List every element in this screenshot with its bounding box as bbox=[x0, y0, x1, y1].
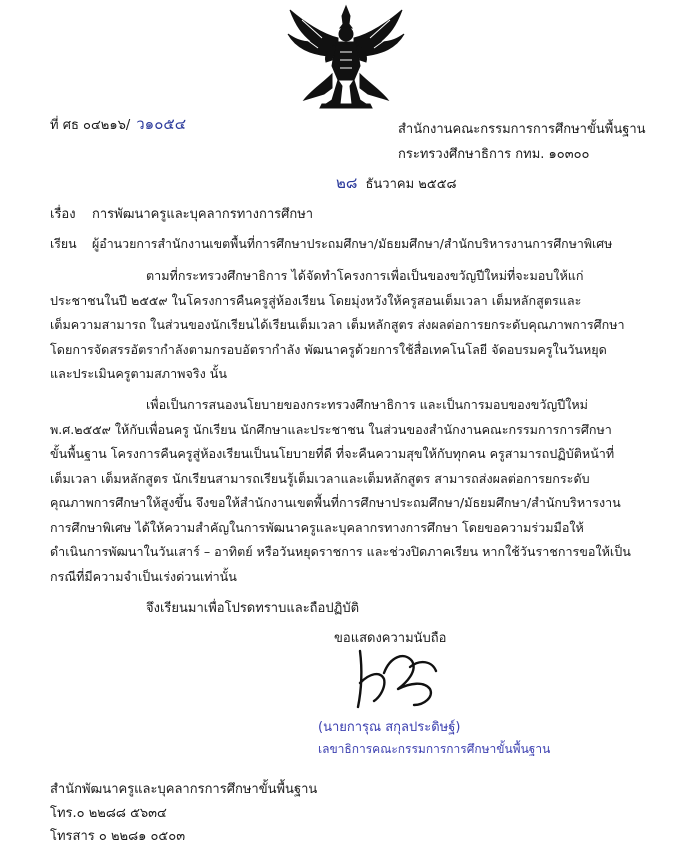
signatory-title: เลขาธิการคณะกรรมการการศึกษาขั้นพื้นฐาน bbox=[318, 742, 551, 756]
footer-office: สำนักพัฒนาครูและบุคลากรการศึกษาขั้นพื้นฐาน bbox=[50, 782, 318, 797]
closing-sentence: จึงเรียนมาเพื่อโปรดทราบและถือปฏิบัติ bbox=[146, 601, 360, 616]
garuda-emblem-icon bbox=[282, 4, 410, 110]
regards: ขอแสดงความนับถือ bbox=[334, 631, 447, 646]
sender-office: สำนักงานคณะกรรมการการศึกษาขั้นพื้นฐาน bbox=[398, 122, 646, 137]
paragraph-line: คุณภาพการศึกษาให้สูงขึ้น จึงขอให้สำนักงานเขตพื้นที่การศึกษาประถมศึกษา/มัธยมศึกษา/สำนักบริหารงาน bbox=[50, 495, 621, 510]
paragraph-line: การศึกษาพิเศษ ได้ให้ความสำคัญในการพัฒนาครูและบุคลากรทางการศึกษา โดยขอความร่วมมือให้ bbox=[50, 519, 584, 535]
paragraph-line: และประเมินครูตามสภาพจริง นั้น bbox=[50, 366, 227, 381]
addressee-line bbox=[50, 235, 612, 254]
addressee-label: เรียน bbox=[50, 236, 77, 251]
paragraph-line: ขั้นพื้นฐาน โครงการคืนครูสู่ห้องเรียนเป็นนโยบายที่ดี ที่จะคืนความสุขให้กับทุกคน ครูสามารถปฏิบัติหน้าที่ bbox=[50, 446, 615, 461]
paragraph-line: กรณีที่มีความจำเป็นเร่งด่วนเท่านั้น bbox=[50, 568, 237, 584]
paragraph-line: เพื่อเป็นการสนองนโยบายของกระทรวงศึกษาธิการ และเป็นการมอบของขวัญปีใหม่ bbox=[146, 397, 588, 412]
subject-text: การพัฒนาครูและบุคลากรทางการศึกษา bbox=[92, 207, 314, 222]
date-month-year: ธันวาคม ๒๕๕๘ bbox=[365, 177, 457, 192]
paragraph-line: ตามที่กระทรวงศึกษาธิการ ได้จัดทำโครงการเพื่อเป็นของขวัญปีใหม่ที่จะมอบให้แก่ bbox=[146, 268, 584, 283]
signatory-name: (นายการุณ สกุลประดิษฐ์) bbox=[318, 720, 461, 735]
paragraph-line: เต็มความสามารถ ในส่วนของนักเรียนได้เรียนเต็มเวลา เต็มหลักสูตร ส่งผลต่อการยกระดับคุณภาพการศึกษา bbox=[50, 317, 625, 332]
addressee-text: ผู้อำนวยการสำนักงานเขตพื้นที่การศึกษาประถมศึกษา/มัธยมศึกษา/สำนักบริหารงานการศึกษาพิเศษ bbox=[92, 236, 613, 251]
body-paragraph-2 bbox=[50, 393, 670, 589]
paragraph-line: เต็มเวลา เต็มหลักสูตร นักเรียนสามารถเรียนรู้เต็มเวลาและเต็มหลักสูตร สามารถส่งผลต่อการยกระดับ bbox=[50, 470, 590, 486]
footer-fax: โทรสาร ๐ ๒๒๘๑ ๐๕๐๓ bbox=[50, 829, 186, 844]
footer-telephone: โทร.๐ ๒๒๘๘ ๕๖๓๔ bbox=[50, 806, 167, 821]
reference-circular-number: ว๑๐๕๔ bbox=[136, 115, 187, 133]
document-date bbox=[336, 171, 457, 195]
paragraph-line: ประชาชนในปี ๒๕๕๙ ในโครงการคืนครูสู่ห้องเรียน โดยมุ่งหวังให้ครูสอนเต็มเวลา เต็มหลักสูตรและ bbox=[50, 292, 582, 308]
paragraph-line: ดำเนินการพัฒนาในวันเสาร์ – อาทิตย์ หรือวันหยุดราชการ และช่วงปิดภาคเรียน หากใช้วันราชการขอให้เป็น bbox=[50, 544, 631, 559]
paragraph-line: พ.ศ.๒๕๕๙ ให้กับเพื่อนครู นักเรียน นักศึกษาและประชาชน ในส่วนของสำนักงานคณะกรรมการการศึกษา bbox=[50, 421, 612, 437]
reference-label: ที่ ศธ ๐๔๒๑๖/ bbox=[50, 118, 131, 133]
reference-number bbox=[50, 112, 186, 136]
handwritten-signature bbox=[340, 643, 458, 713]
paragraph-line: โดยการจัดสรรอัตรากำลังตามกรอบอัตรากำลัง พัฒนาครูด้วยการใช้สื่อเทคโนโลยี จัดอบรมครูในวันหยุด bbox=[50, 341, 607, 357]
sender-ministry: กระทรวงศึกษาธิการ กทม. ๑๐๓๐๐ bbox=[398, 147, 590, 162]
body-paragraph-1 bbox=[50, 264, 670, 387]
subject-label: เรื่อง bbox=[50, 207, 76, 222]
subject-line bbox=[50, 203, 313, 224]
date-day: ๒๘ bbox=[336, 174, 358, 192]
